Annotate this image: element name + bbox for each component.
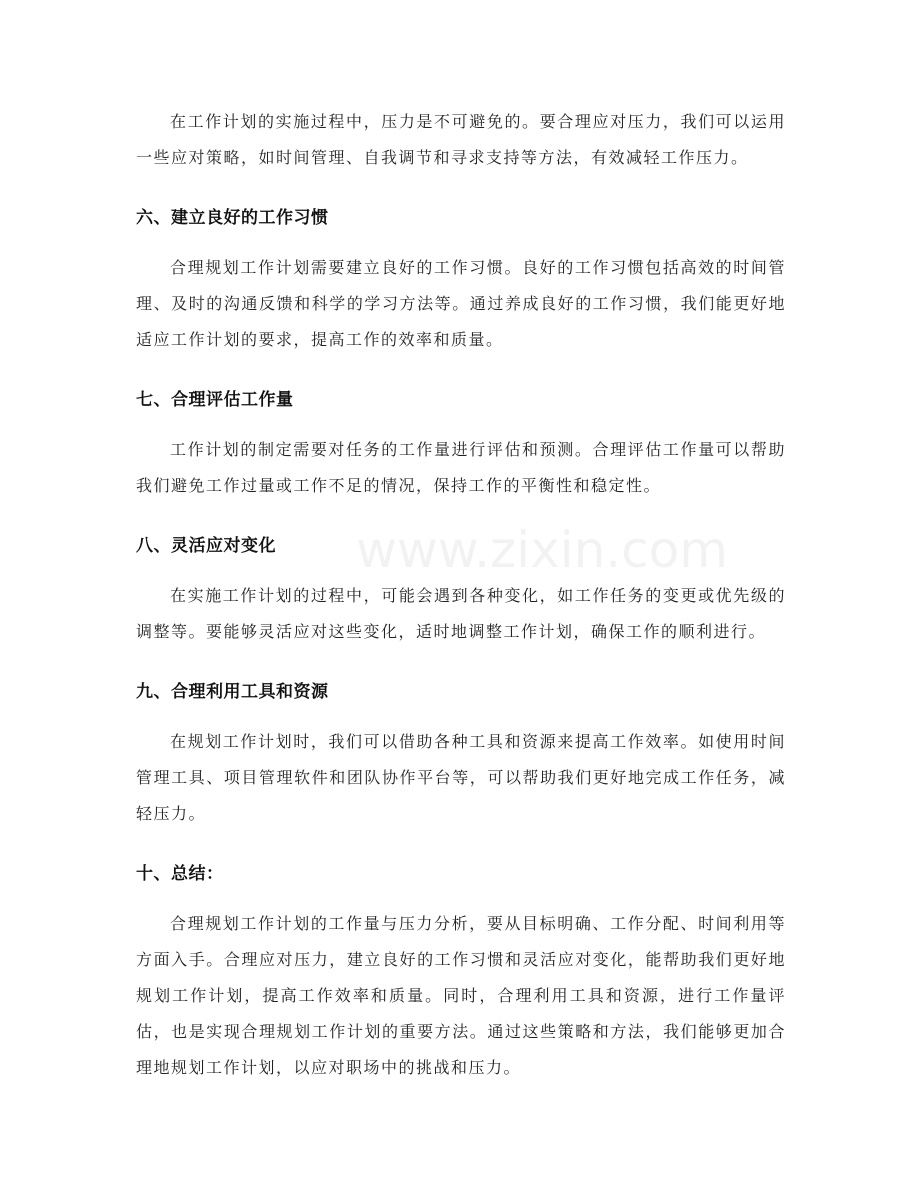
- section-paragraph-9: 在规划工作计划时，我们可以借助各种工具和资源来提高工作效率。如使用时间管理工具、项目管理软件和团队协作平台等，可以帮助我们更好地完成工作任务，减轻压力。: [136, 732, 786, 823]
- section-paragraph-10: 合理规划工作计划的工作量与压力分析，要从目标明确、工作分配、时间利用等方面入手。合理应对压力，建立良好的工作习惯和灵活应对变化，能帮助我们更好地规划工作计划，提高工作效率和质量。同时，合理利用工具和资源，进行工作量评估，也是实现合理规划工作计划的重要方法。通过这些策略和方法，我们能够更加合理地规划工作计划，以应对职场中的挑战和压力。: [136, 914, 786, 1077]
- document-body: [136, 104, 786, 1086]
- section-paragraph-6: 合理规划工作计划需要建立良好的工作习惯。良好的工作习惯包括高效的时间管理、及时的沟通反馈和科学的学习方法等。通过养成良好的工作习惯，我们能更好地适应工作计划的要求，提高工作的效率和质量。: [136, 258, 786, 349]
- section-heading-7: 七、合理评估工作量: [136, 390, 294, 410]
- section-heading-10: 十、总结：: [136, 864, 224, 884]
- watermark: www.zixin.com: [356, 521, 728, 579]
- section-heading-6: 六、建立良好的工作习惯: [136, 208, 329, 228]
- intro-paragraph: 在工作计划的实施过程中，压力是不可避免的。要合理应对压力，我们可以运用一些应对策略，如时间管理、自我调节和寻求支持等方法，有效减轻工作压力。: [136, 112, 786, 167]
- section-heading-8: 八、灵活应对变化: [136, 536, 276, 556]
- section-heading-9: 九、合理利用工具和资源: [136, 682, 329, 702]
- section-paragraph-7: 工作计划的制定需要对任务的工作量进行评估和预测。合理评估工作量可以帮助我们避免工作过量或工作不足的情况，保持工作的平衡性和稳定性。: [136, 440, 786, 495]
- section-paragraph-8: 在实施工作计划的过程中，可能会遇到各种变化，如工作任务的变更或优先级的调整等。要能够灵活应对这些变化，适时地调整工作计划，确保工作的顺利进行。: [136, 586, 786, 641]
